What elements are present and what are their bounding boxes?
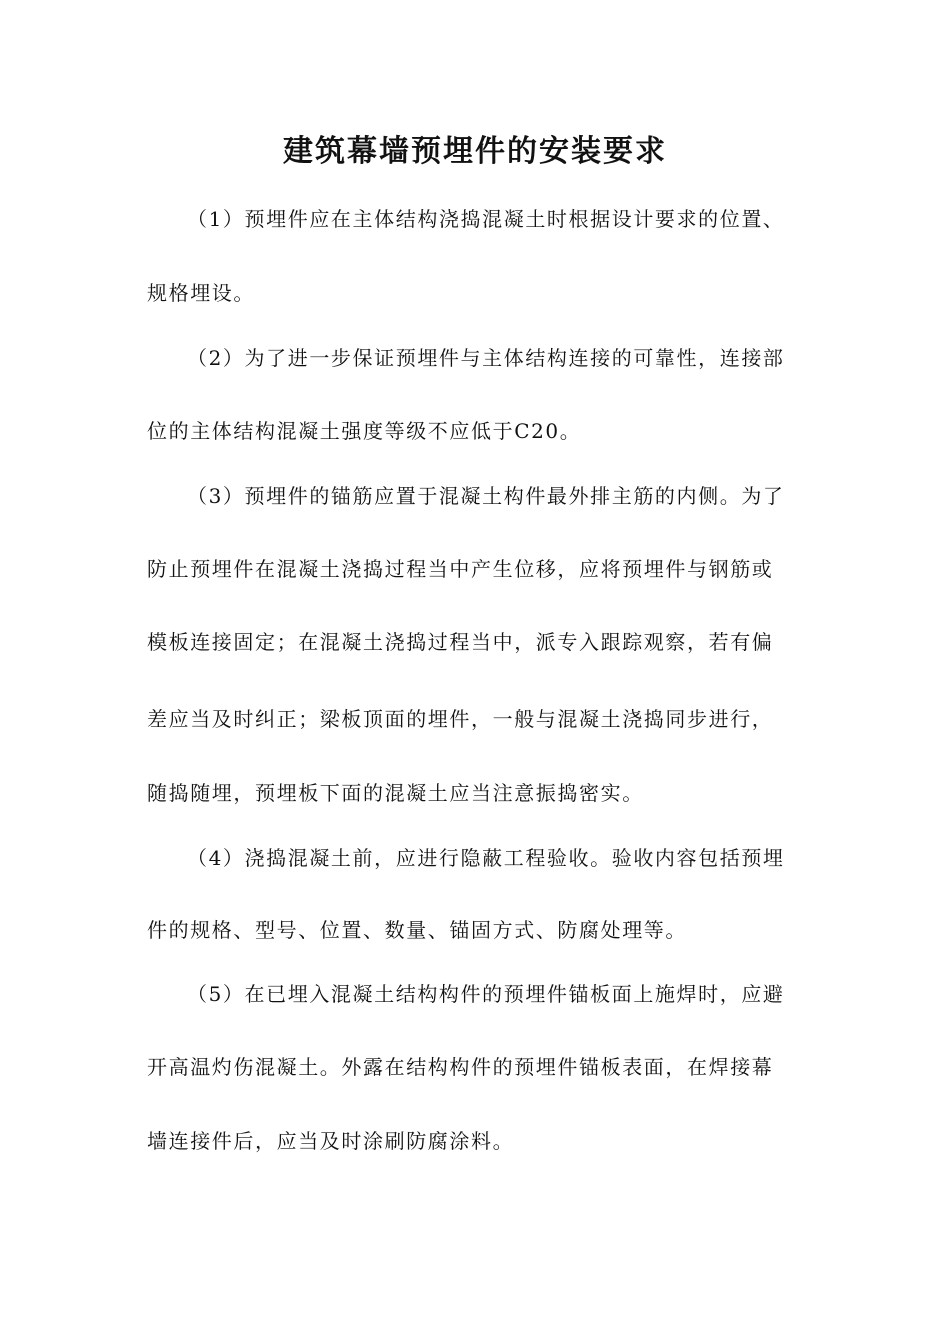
paragraph-4-line-1: （4）浇捣混凝土前，应进行隐蔽工程验收。验收内容包括预埋 — [187, 846, 785, 870]
paragraph-5-line-2: 开高温灼伤混凝土。外露在结构构件的预埋件锚板表面，在焊接幕 — [147, 1055, 774, 1079]
paragraph-1-line-1: （1）预埋件应在主体结构浇捣混凝土时根据设计要求的位置、 — [187, 207, 785, 231]
paragraph-3-line-1: （3）预埋件的锚筋应置于混凝土构件最外排主筋的内侧。为了 — [187, 484, 785, 508]
paragraph-5-line-3: 墙连接件后，应当及时涂刷防腐涂料。 — [147, 1129, 515, 1153]
paragraph-2-line-2: 位的主体结构混凝土强度等级不应低于C20。 — [147, 419, 582, 443]
paragraph-3-line-2: 防止预埋件在混凝土浇捣过程当中产生位移，应将预埋件与钢筋或 — [147, 557, 774, 581]
paragraph-4-line-2: 件的规格、型号、位置、数量、锚固方式、防腐处理等。 — [147, 918, 687, 942]
paragraph-5-line-1: （5）在已埋入混凝土结构构件的预埋件锚板面上施焊时，应避 — [187, 982, 785, 1006]
paragraph-3-line-5: 随捣随埋，预埋板下面的混凝土应当注意振捣密实。 — [147, 781, 644, 805]
paragraph-2-line-1: （2）为了进一步保证预埋件与主体结构连接的可靠性，连接部 — [187, 346, 785, 370]
paragraph-3-line-3: 模板连接固定；在混凝土浇捣过程当中，派专入跟踪观察，若有偏 — [147, 630, 774, 654]
paragraph-1-line-2: 规格埋设。 — [147, 281, 255, 305]
document-title: 建筑幕墙预埋件的安装要求 — [283, 134, 667, 169]
paragraph-3-line-4: 差应当及时纠正；梁板顶面的埋件，一般与混凝土浇捣同步进行， — [147, 707, 774, 731]
